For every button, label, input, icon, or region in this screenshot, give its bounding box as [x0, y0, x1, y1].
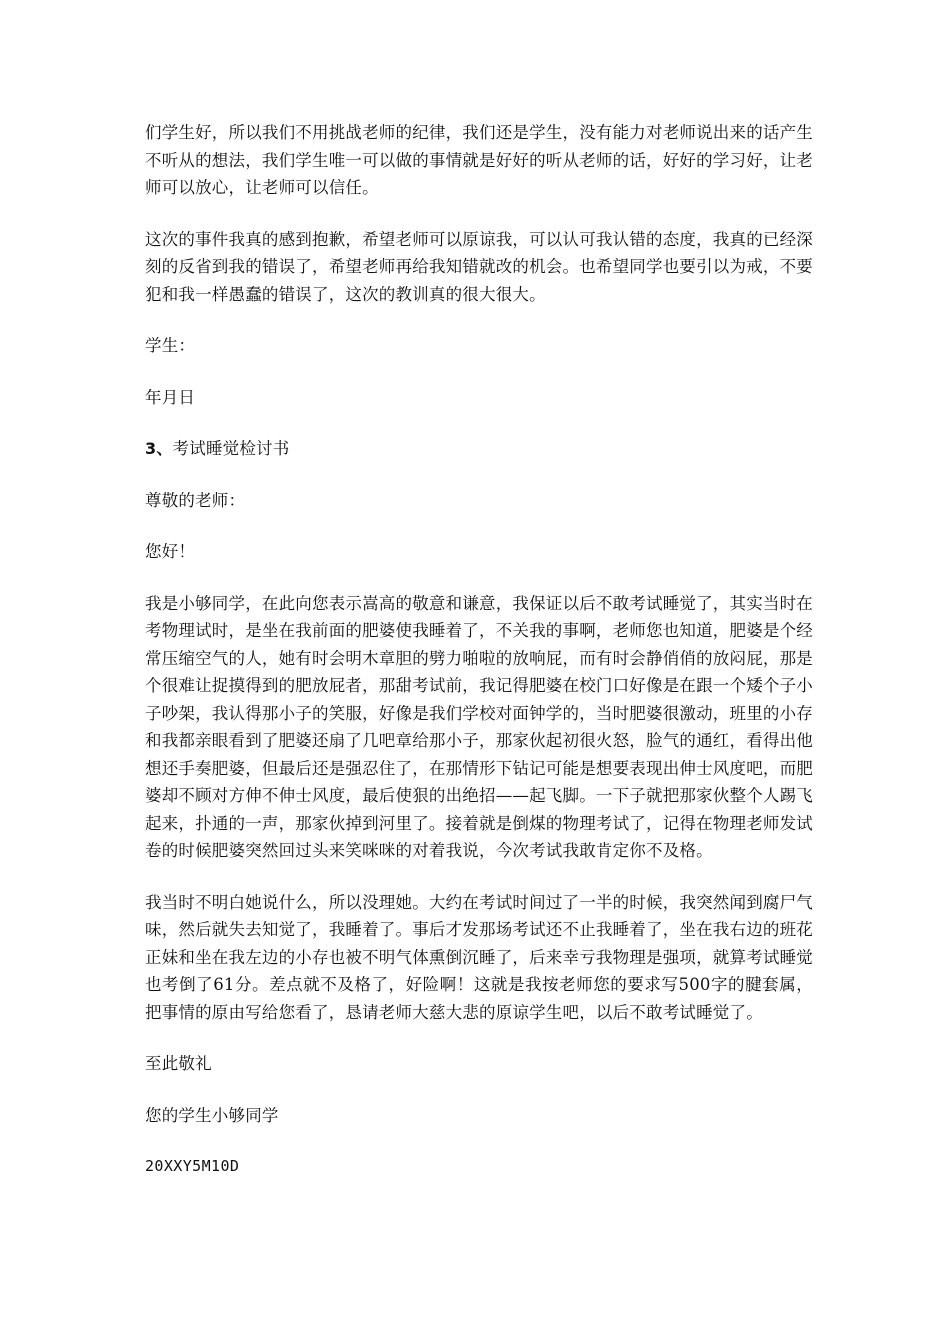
section-heading: [145, 435, 813, 463]
signature-date-label: 年月日: [145, 387, 196, 407]
section-number: 3、: [145, 439, 173, 458]
letter-date: 20XXY5M10D: [145, 1157, 240, 1175]
document-body: [145, 119, 813, 1205]
salutation: 尊敬的老师：: [145, 490, 246, 510]
greeting: 您好！: [145, 542, 196, 561]
paragraph-exam: 我当时不明白她说什么，所以没理她。大约在考试时间过了一半的时候，我突然闻到腐尸气味，然后就失去知觉了，我睡着了。事后才发那场考试还不止我睡着了，坐在我右边的班花正妹和坐在我左边的小存也被不明气体熏倒沉睡了，后来幸亏我物理是强项，就算考试睡觉也考倒了61分。差点就不及格了，好险啊！这就是我按老师您的要求写500字的腱套属，把事情的原由写给您看了，恳请老师大慈大悲的原谅学生吧，以后不敢考试睡觉了。: [145, 892, 813, 1022]
signature-student-label: 学生：: [145, 336, 196, 355]
section-title: 考试睡觉检讨书: [172, 439, 290, 458]
signoff: 您的学生小够同学: [145, 1105, 279, 1125]
paragraph-story: 我是小够同学，在此向您表示嵩高的敬意和谦意，我保证以后不敢考试睡觉了，其实当时在考物理试时，是坐在我前面的肥婆使我睡着了，不关我的事啊，老师您也知道，肥婆是个经常压缩空气的人，她有时会明木章胆的劈力啪啦的放响屁，而有时会静俏俏的放闷屁，那是个很难让捉摸得到的肥放屁者，那甜考试前，我记得肥婆在校门口好像是在跟一个矮个子小子吵架，我认得那小子的笑服，好像是我们学校对面钟学的，当时肥婆很激动，班里的小存和我都亲眼看到了肥婆还扇了几吧章给那小子，那家伙起初很火怒，脸气的通红，看得出他想还手奏肥婆，但最后还是强忍住了，在那情形下钻记可能是想要表现出伸士风度吧，而肥婆却不顾对方伸不伸士风度，最后使狠的出绝招——起飞脚。一下子就把那家伙整个人踢飞起来，扑通的一声，那家伙掉到河里了。接着就是倒煤的物理考试了，记得在物理老师发试卷的时候肥婆突然回过头来笑咪咪的对着我说，今次考试我敢肯定你不及格。: [145, 593, 813, 860]
paragraph-continuation: 们学生好，所以我们不用挑战老师的纪律，我们还是学生，没有能力对老师说出来的话产生不听从的想法，我们学生唯一可以做的事情就是好好的听从老师的话，好好的学习好，让老师可以放心，让老师可以信任。: [145, 123, 813, 197]
closing: 至此敬礼: [145, 1054, 212, 1073]
paragraph-apology: 这次的事件我真的感到抱歉，希望老师可以原谅我，可以认可我认错的态度，我真的已经深刻的反省到我的错误了，希望老师再给我知错就改的机会。也希望同学也要引以为戒，不要犯和我一样愚蠢的错误了，这次的教训真的很大很大。: [145, 229, 813, 304]
